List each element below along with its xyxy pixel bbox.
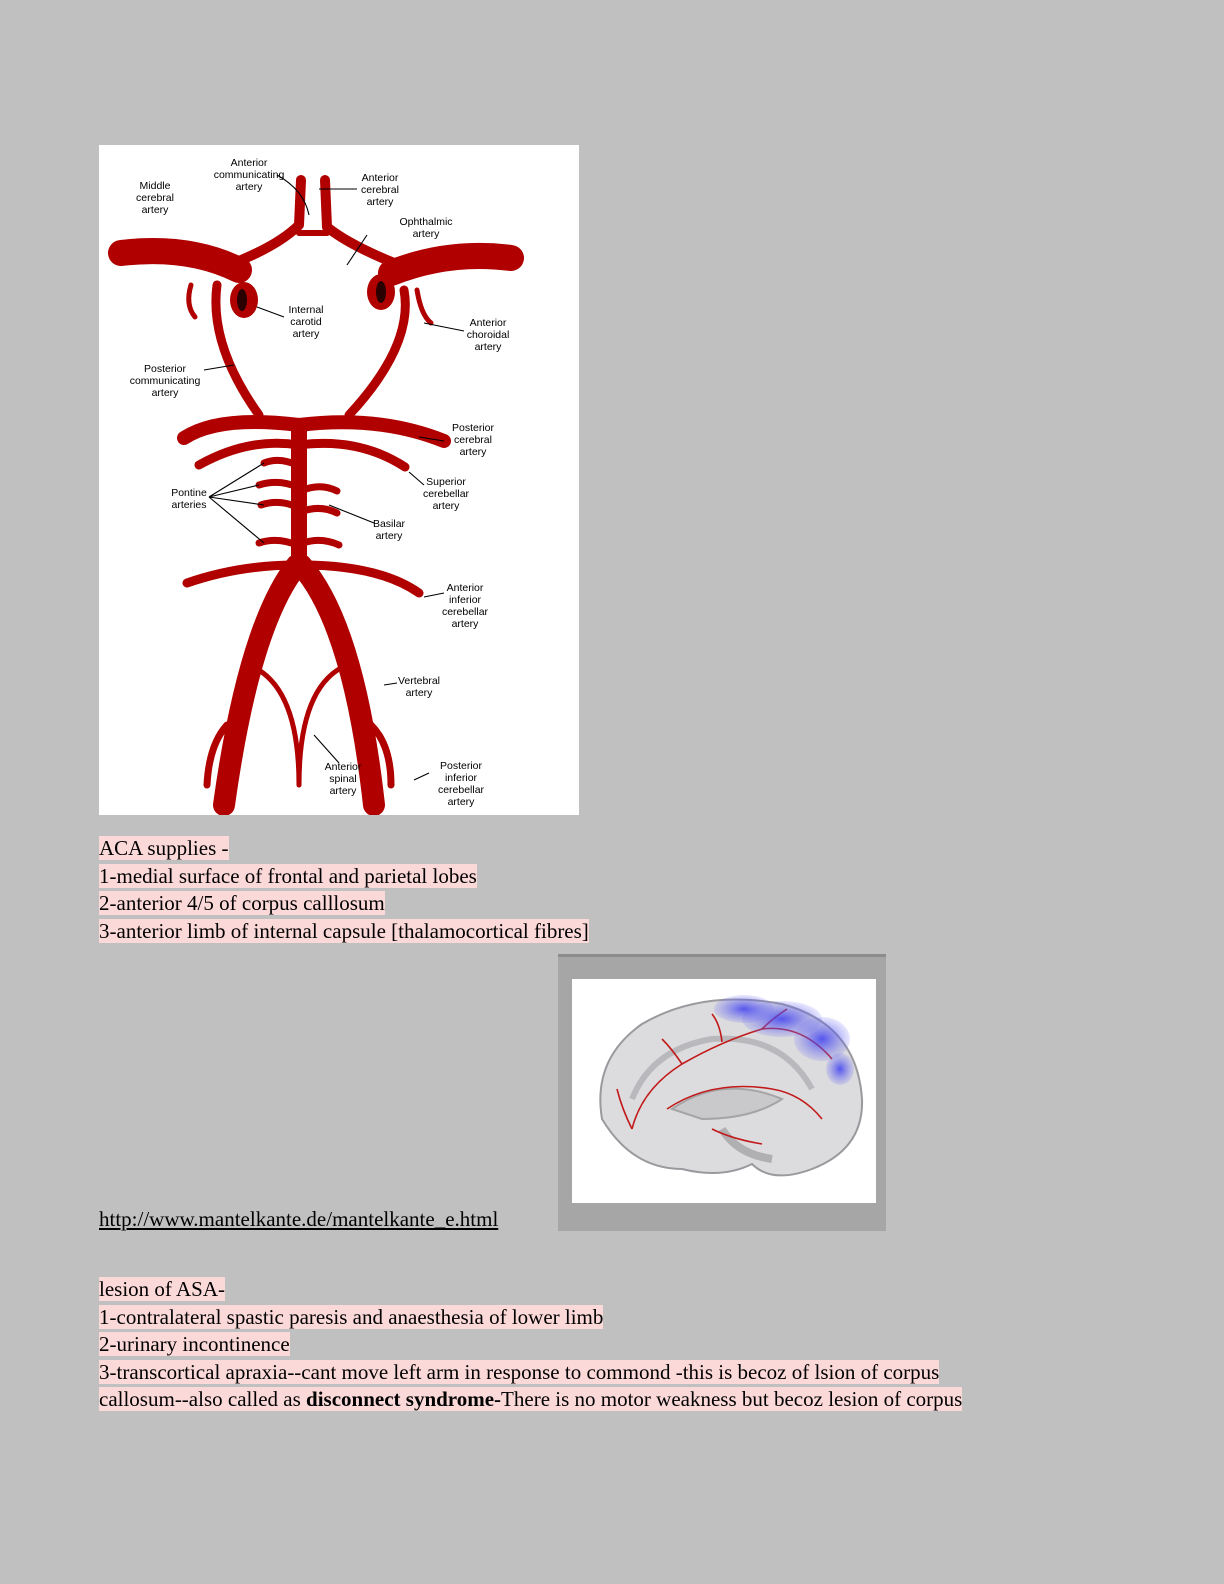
aca-heading: ACA supplies - — [99, 836, 229, 860]
label-anterior-inferior-cerebellar: Anterior inferior cerebellar artery — [441, 582, 489, 630]
lesion-continuation-pre: callosum--also called as — [99, 1387, 307, 1412]
label-posterior-inferior-cerebellar: Posterior inferior cerebellar artery — [437, 760, 485, 808]
label-basilar: Basilar artery — [372, 518, 406, 542]
brain-image — [572, 979, 876, 1203]
disconnect-syndrome-term: disconnect syndrome- — [306, 1387, 502, 1412]
aca-supplies-section — [99, 835, 589, 945]
label-posterior-communicating: Posterior communicating artery — [129, 363, 201, 399]
lesion-continuation-post: There is no motor weakness but becoz lesion of corpus — [501, 1387, 963, 1412]
left-vertebral-vessel — [224, 565, 297, 805]
label-vertebral: Vertebral artery — [397, 675, 441, 699]
lesion-section — [99, 1276, 962, 1414]
lesion-continuation — [99, 1387, 962, 1411]
label-anterior-communicating: Anterior communicating artery — [213, 157, 285, 193]
label-pontine: Pontine arteries — [171, 487, 207, 511]
artery-illustration — [99, 145, 579, 815]
aca-item-2: 2-anterior 4/5 of corpus calllosum — [99, 891, 385, 916]
aca-item-1: 1-medial surface of frontal and parietal lobes — [99, 863, 477, 888]
lesion-item-3: 3-transcortical apraxia--cant move left arm in response to commond -this is becoz of lsion of corpus — [99, 1359, 940, 1384]
source-link[interactable]: http://www.mantelkante.de/mantelkante_e.html — [99, 1207, 499, 1231]
posterior-cerebral-vessel — [184, 422, 444, 441]
label-anterior-cerebral: Anterior cerebral artery — [361, 172, 399, 208]
aca-item-3: 3-anterior limb of internal capsule [thalamocortical fibres] — [99, 918, 589, 943]
brain-illustration — [572, 979, 876, 1203]
label-middle-cerebral: Middle cerebral artery — [136, 180, 174, 216]
anterior-choroidal-vessel — [417, 290, 431, 323]
label-anterior-choroidal: Anterior choroidal artery — [466, 317, 510, 353]
label-ophthalmic: Ophthalmic artery — [399, 216, 453, 240]
label-anterior-spinal: Anterior spinal artery — [324, 761, 362, 797]
label-posterior-cerebral: Posterior cerebral artery — [451, 422, 495, 458]
circle-of-willis-diagram — [99, 145, 579, 815]
label-superior-cerebellar: Superior cerebellar artery — [422, 476, 470, 512]
lesion-heading: lesion of ASA- — [99, 1277, 225, 1301]
lesion-item-2: 2-urinary incontinence — [99, 1332, 290, 1357]
brain-medial-view-figure — [558, 954, 886, 1231]
label-internal-carotid: Internal carotid artery — [288, 304, 324, 340]
lesion-item-1: 1-contralateral spastic paresis and anaesthesia of lower limb — [99, 1304, 604, 1329]
